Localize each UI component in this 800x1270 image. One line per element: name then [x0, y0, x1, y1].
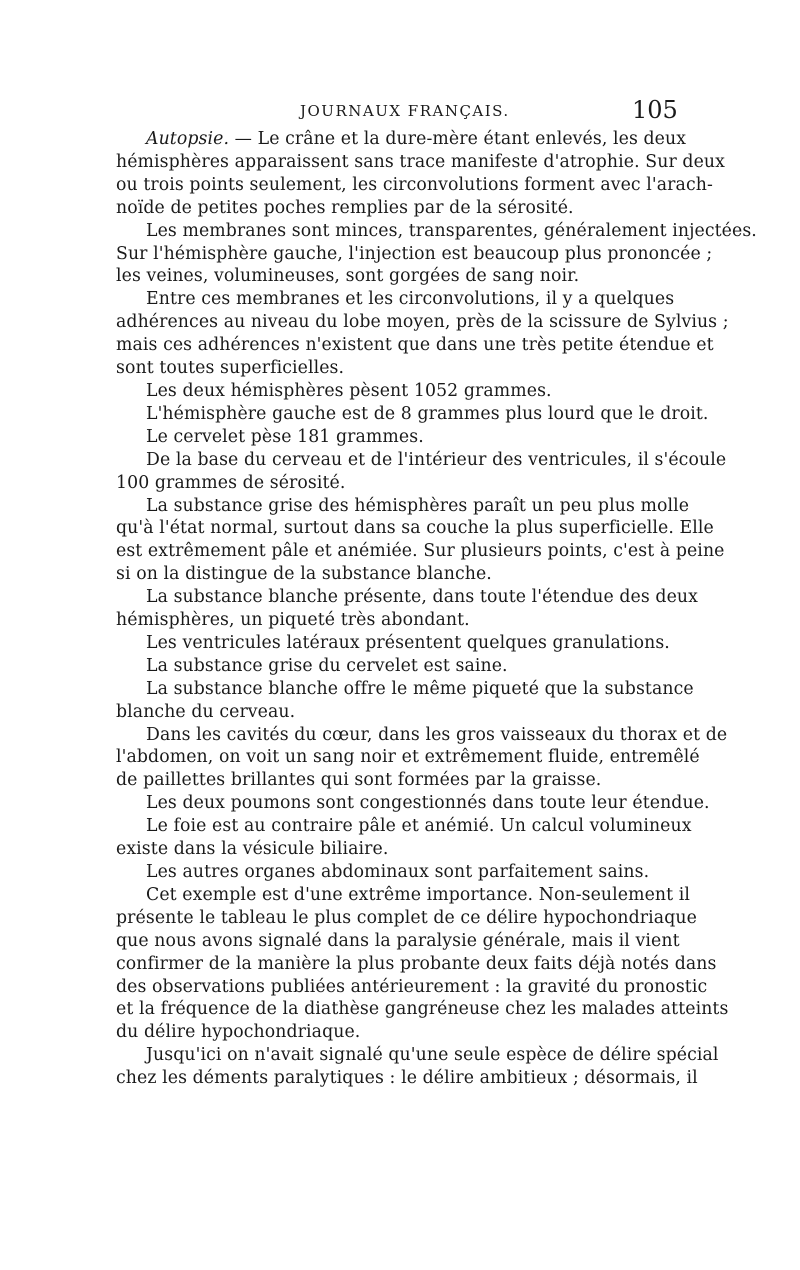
line-text: existe dans la vésicule biliaire.	[116, 839, 389, 860]
line-text: — Le crâne et la dure-mère étant enlevés, les deux	[229, 129, 687, 149]
paragraph	[116, 861, 674, 884]
line-text: De la base du cerveau et de l'intérieur des ventricules, il s'écoule	[146, 449, 727, 470]
line-text: Le cervelet pèse 181 grammes.	[146, 426, 424, 447]
line-text: Les ventricules latéraux présentent quelques granulations.	[146, 632, 670, 653]
text-line	[116, 1044, 719, 1067]
paragraph	[116, 632, 674, 655]
text-line	[116, 495, 690, 518]
text-line	[116, 265, 674, 288]
text-line	[116, 1067, 698, 1090]
line-text: Entre ces membranes et les circonvolutions, il y a quelques	[146, 289, 675, 310]
line-text: confirmer de la manière la plus probante deux faits déjà notés dans	[116, 953, 717, 974]
line-text: Les deux poumons sont congestionnés dans toute leur étendue.	[146, 793, 710, 814]
text-line	[116, 746, 700, 769]
line-text: adhérences au niveau du lobe moyen, près de la scissure de Sylvius ;	[116, 312, 729, 333]
text-line	[116, 609, 674, 632]
paragraph	[116, 128, 725, 220]
body-text	[116, 128, 757, 1090]
text-line	[116, 930, 680, 953]
line-text: et la fréquence de la diathèse gangréneuse chez les malades atteints	[116, 999, 729, 1020]
line-text: 100 grammes de sérosité.	[116, 472, 346, 493]
paragraph	[116, 655, 674, 678]
paragraph	[116, 678, 694, 724]
page-number: 105	[632, 96, 678, 124]
text-line	[116, 1021, 674, 1044]
line-text: chez les déments paralytiques : le délire ambitieux ; désormais, il	[116, 1068, 698, 1089]
text-line	[116, 243, 713, 266]
line-text: L'hémisphère gauche est de 8 grammes plus lourd que le droit.	[146, 403, 709, 424]
line-text: ou trois points seulement, les circonvolutions forment avec l'arach-	[116, 174, 713, 195]
text-line	[116, 998, 729, 1021]
line-text: mais ces adhérences n'existent que dans une très petite étendue et	[116, 335, 714, 356]
line-text: si on la distingue de la substance blanche.	[116, 564, 492, 585]
paragraph	[116, 586, 698, 632]
text-line	[116, 701, 674, 724]
paragraph	[116, 403, 709, 426]
line-text: Les autres organes abdominaux sont parfaitement sains.	[146, 862, 650, 882]
paragraph	[116, 884, 729, 1044]
paragraph	[116, 426, 674, 449]
text-line	[116, 380, 674, 403]
line-text: présente le tableau le plus complet de ce délire hypochondriaque	[116, 907, 697, 928]
line-text: La substance blanche présente, dans toute l'étendue des deux	[146, 587, 698, 608]
text-line	[116, 174, 713, 197]
text-line	[116, 792, 710, 815]
paragraph	[116, 1044, 719, 1090]
text-line	[116, 632, 674, 655]
line-text: qu'à l'état normal, surtout dans sa couche la plus superficielle. Elle	[116, 518, 714, 539]
line-text: Jusqu'ici on n'avait signalé qu'une seule espèce de délire spécial	[146, 1045, 719, 1066]
running-head-title: JOURNAUX FRANÇAIS.	[300, 102, 510, 120]
text-line	[116, 197, 674, 220]
text-line	[116, 586, 698, 609]
text-line	[116, 426, 674, 449]
text-line	[116, 678, 694, 701]
text-line	[116, 311, 729, 334]
line-text: de paillettes brillantes qui sont formées par la graisse.	[116, 770, 602, 791]
line-text: hémisphères apparaissent sans trace manifeste d'atrophie. Sur deux	[116, 151, 725, 172]
paragraph	[116, 792, 710, 815]
paragraph	[116, 724, 728, 793]
text-line	[116, 517, 714, 540]
paragraph	[116, 815, 692, 861]
line-text: hémisphères, un piqueté très abondant.	[116, 610, 470, 631]
lead-italic-word: Autopsie.	[146, 129, 230, 149]
text-line	[116, 838, 674, 861]
line-text: Sur l'hémisphère gauche, l'injection est beaucoup plus prononcée ;	[116, 243, 713, 264]
paragraph	[116, 495, 725, 587]
paragraph	[116, 288, 729, 380]
line-text: l'abdomen, on voit un sang noir et extrêmement fluide, entremêlé	[116, 747, 700, 768]
line-text: les veines, volumineuses, sont gorgées de sang noir.	[116, 266, 580, 287]
text-line	[116, 976, 708, 999]
line-text: La substance grise des hémisphères paraît un peu plus molle	[146, 495, 690, 516]
line-text: Les deux hémisphères pèsent 1052 grammes.	[146, 380, 552, 401]
paragraph	[116, 449, 727, 495]
line-text: que nous avons signalé dans la paralysie générale, mais il vient	[116, 930, 680, 951]
line-text: sont toutes superficielles.	[116, 358, 345, 379]
text-line	[116, 655, 674, 678]
line-text: du délire hypochondriaque.	[116, 1022, 361, 1043]
text-line	[116, 357, 674, 380]
paragraph	[116, 380, 674, 403]
text-line	[116, 449, 727, 472]
text-line	[116, 769, 674, 792]
text-line	[116, 288, 674, 311]
line-text: La substance grise du cervelet est saine.	[146, 655, 508, 676]
text-line	[116, 151, 725, 174]
line-text: Le foie est au contraire pâle et anémié. Un calcul volumineux	[146, 816, 692, 837]
text-line	[116, 563, 674, 586]
text-line	[116, 815, 692, 838]
line-text: des observations publiées antérieurement : la gravité du pronostic	[116, 976, 708, 997]
text-line	[116, 724, 728, 747]
text-line	[116, 907, 697, 930]
text-line	[116, 861, 674, 884]
line-text: Cet exemple est d'une extrême importance. Non-seulement il	[146, 884, 691, 905]
text-line	[116, 540, 725, 563]
text-line	[116, 220, 757, 243]
paragraph	[116, 220, 757, 289]
line-text: Les membranes sont minces, transparentes, généralement injectées.	[146, 220, 757, 241]
text-line	[116, 403, 709, 426]
text-line	[116, 472, 674, 495]
text-line	[116, 953, 717, 976]
line-text: Dans les cavités du cœur, dans les gros vaisseaux du thorax et de	[146, 724, 728, 745]
text-line	[116, 884, 691, 907]
line-text: La substance blanche offre le même piqueté que la substance	[146, 678, 694, 699]
line-text: noïde de petites poches remplies par de la sérosité.	[116, 197, 574, 218]
text-line	[116, 128, 687, 151]
line-text: blanche du cerveau.	[116, 701, 296, 722]
text-line	[116, 334, 714, 357]
line-text: est extrêmement pâle et anémiée. Sur plusieurs points, c'est à peine	[116, 541, 725, 562]
